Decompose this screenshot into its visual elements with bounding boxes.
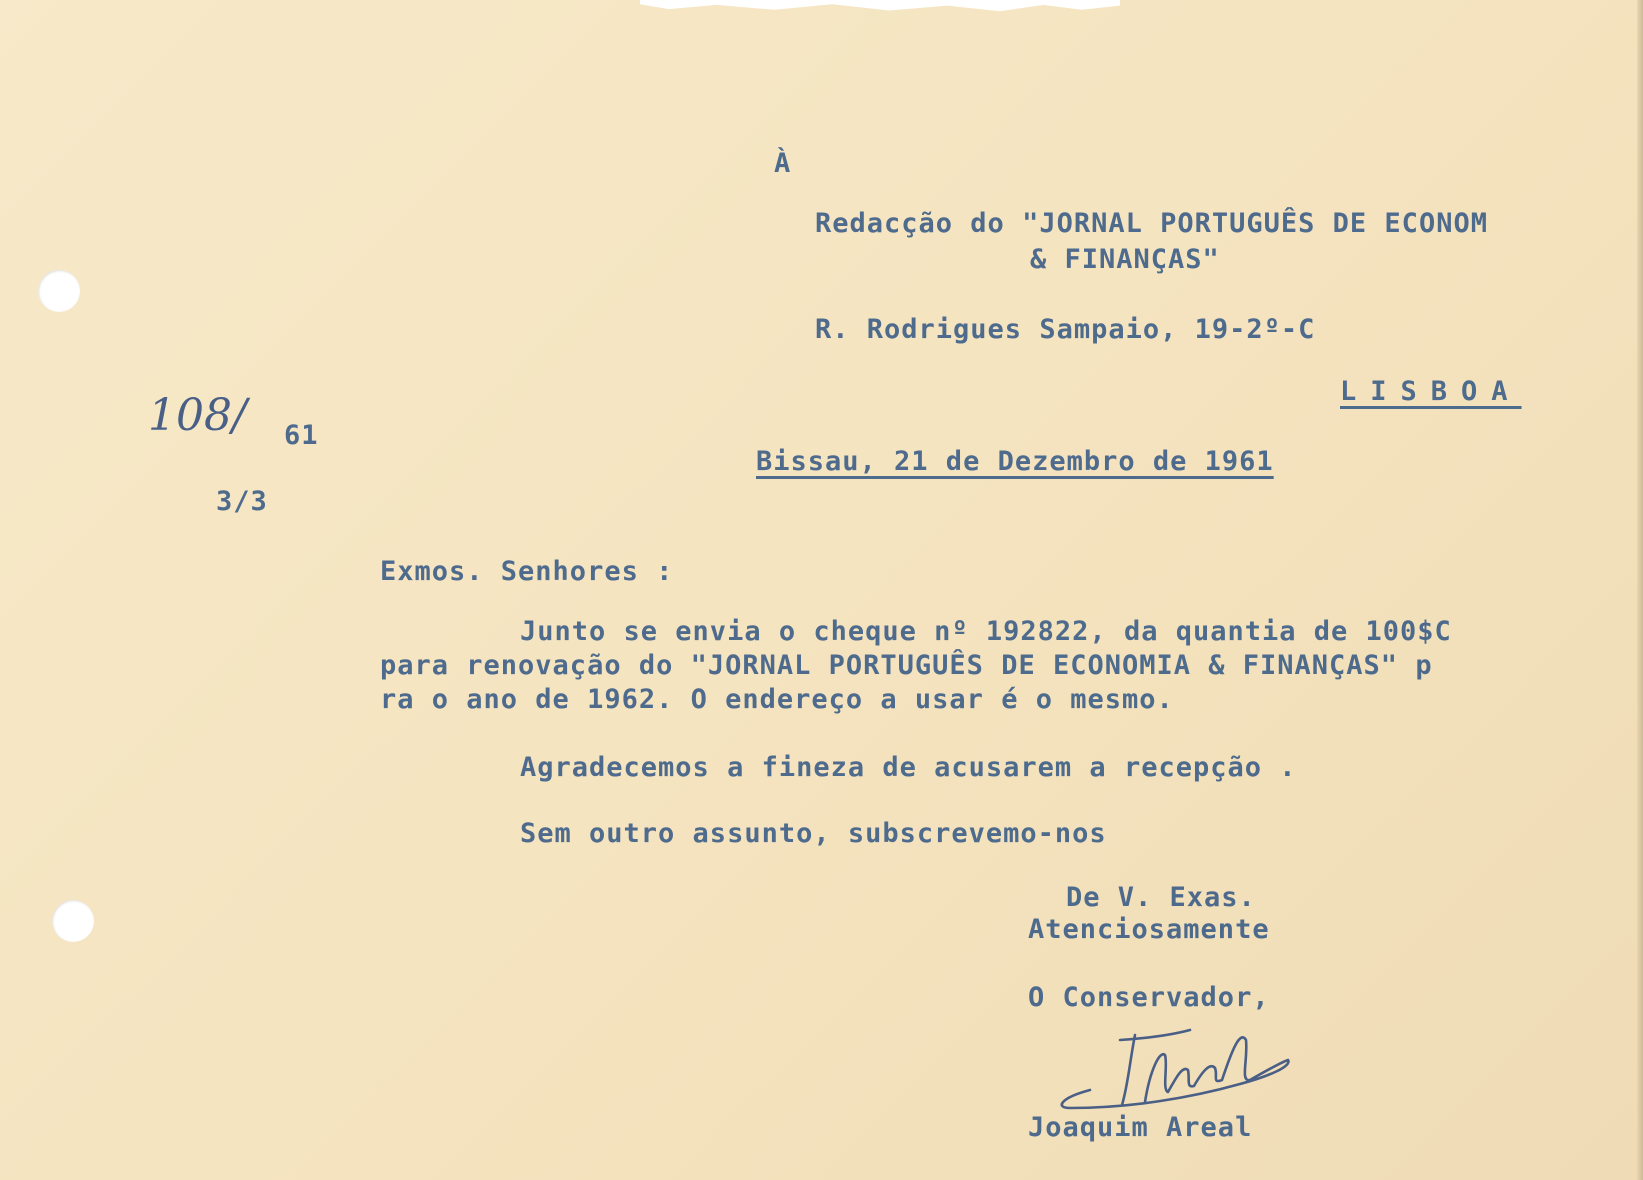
recipient-line-1: Redacção do "JORNAL PORTUGUÊS DE ECONOM <box>815 208 1488 239</box>
date-line: Bissau, 21 de Dezembro de 1961 <box>756 446 1274 477</box>
punch-hole-bottom <box>52 900 94 942</box>
greeting: Exmos. Senhores : <box>380 556 674 587</box>
body-line-3: ra o ano de 1962. O endereço a usar é o mesmo. <box>380 684 1174 715</box>
page-right-edge <box>1637 0 1643 1180</box>
punch-hole-top <box>38 270 80 312</box>
salutation-prefix: À <box>774 148 792 179</box>
reference-sub: 3/3 <box>216 486 268 517</box>
closing-title: O Conservador, <box>1028 982 1270 1013</box>
body-line-2: para renovação do "JORNAL PORTUGUÊS DE ECONOMIA & FINANÇAS" p <box>380 650 1433 681</box>
torn-top-edge <box>640 0 1120 14</box>
closing-line-1: De V. Exas. <box>1066 882 1256 913</box>
body-closing-phrase: Sem outro assunto, subscrevemo-nos <box>520 818 1107 849</box>
closing-line-2: Atenciosamente <box>1028 914 1270 945</box>
reference-year: 61 <box>284 420 319 451</box>
recipient-street: R. Rodrigues Sampaio, 19-2º-C <box>815 314 1316 345</box>
reference-handwritten-number: 108/ <box>148 390 247 441</box>
recipient-line-2: & FINANÇAS" <box>1030 244 1220 275</box>
body-line-1: Junto se envia o cheque nº 192822, da quantia de 100$C <box>520 616 1452 647</box>
recipient-city: LISBOA <box>1340 376 1522 407</box>
body-thanks: Agradecemos a fineza de acusarem a recepção . <box>520 752 1297 783</box>
signatory-name: Joaquim Areal <box>1028 1112 1253 1143</box>
